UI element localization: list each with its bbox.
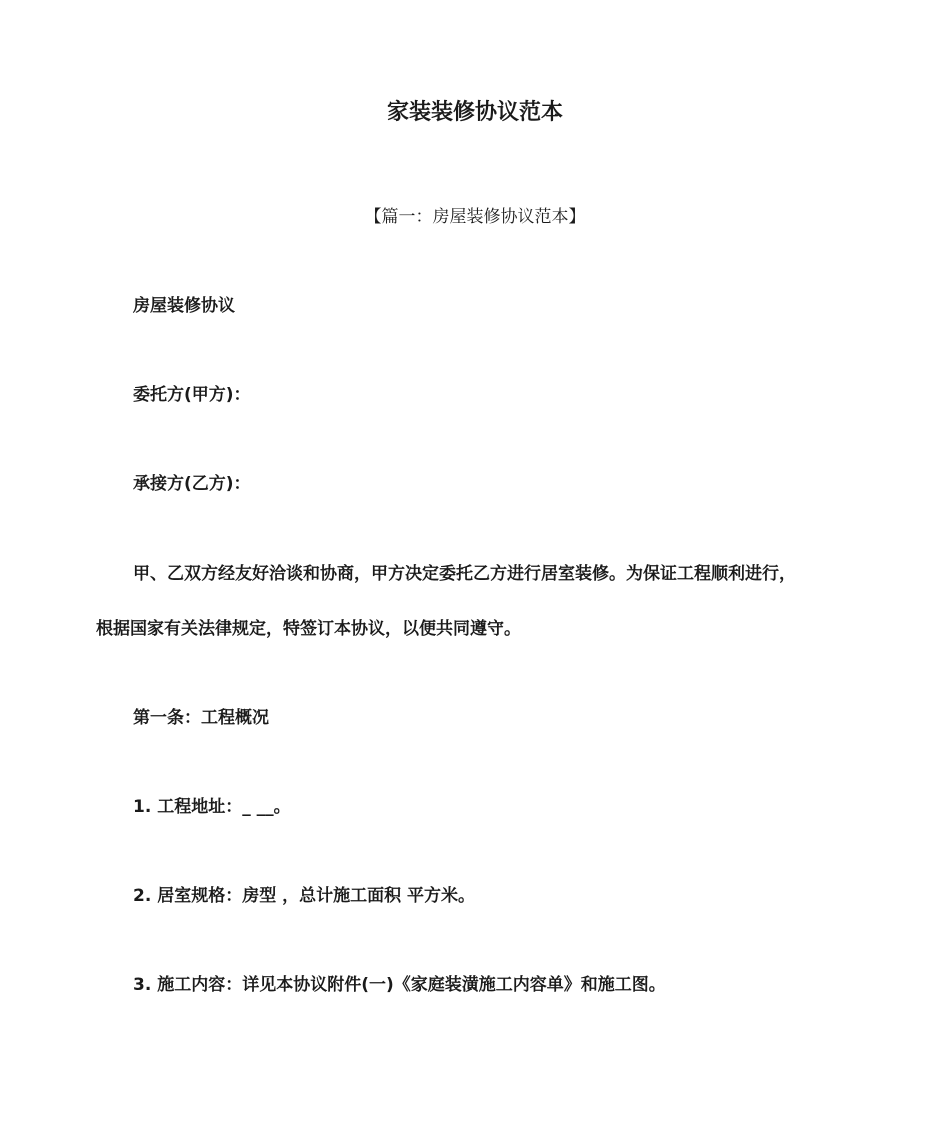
- paragraph-text: 甲、乙双方经友好洽谈和协商，甲方决定委托乙方进行居室装修。为保证工程顺利进行，: [133, 564, 796, 584]
- clause-construction-content: [96, 971, 856, 999]
- paragraph-text: 承接方(乙方)：: [133, 474, 251, 494]
- clause-project-address: [96, 793, 856, 821]
- paragraph-text: 2. 居室规格：房型 ，总计施工面积 平方米。: [133, 886, 476, 906]
- clause-room-spec: [96, 882, 856, 910]
- document-title: 家装装修协议范本: [386, 100, 563, 125]
- paragraph-text: 第一条：工程概况: [133, 708, 269, 728]
- paragraph-preamble-line-1: [96, 560, 856, 588]
- article-one-heading: [96, 704, 856, 732]
- paragraph-text: 房屋装修协议: [133, 296, 235, 316]
- paragraph-text: 根据国家有关法律规定，特签订本协议，以便共同遵守。: [96, 619, 521, 639]
- paragraph-party-b: [96, 470, 856, 498]
- paragraph-text: 委托方(甲方)：: [133, 385, 251, 405]
- paragraph-text: 1. 工程地址：_ __。: [133, 797, 291, 817]
- paragraph-text: 3. 施工内容：详见本协议附件(一)《家庭装潢施工内容单》和施工图。: [133, 975, 666, 995]
- section-heading: 【篇一：房屋装修协议范本】: [364, 207, 586, 227]
- paragraph-party-a: [96, 381, 856, 409]
- paragraph-preamble-line-2: [96, 615, 856, 643]
- paragraph-agreement-name: [96, 292, 856, 320]
